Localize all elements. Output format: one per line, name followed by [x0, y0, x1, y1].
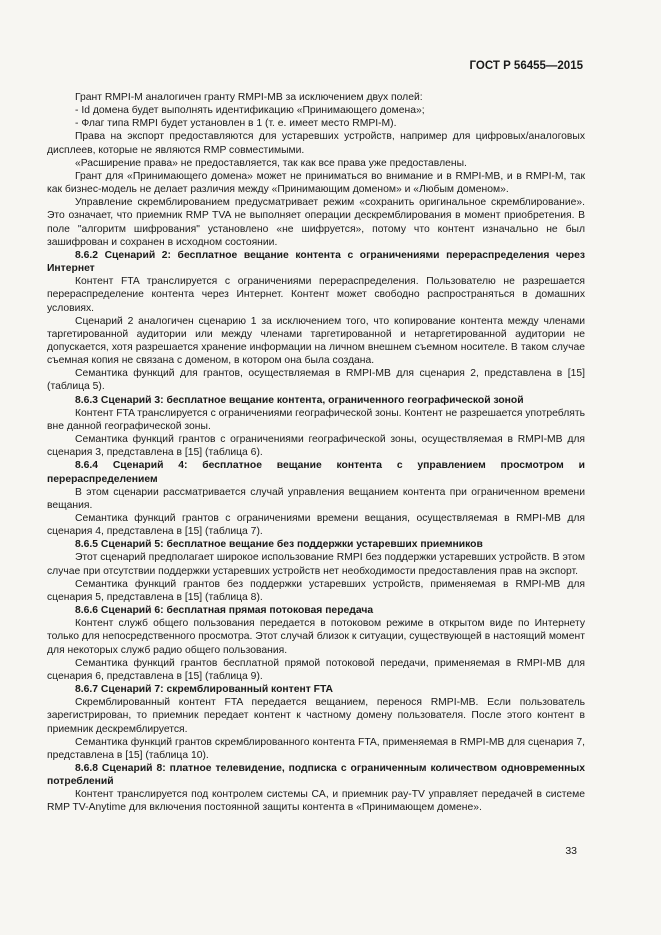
paragraph: Контент служб общего пользования передается в потоковом режиме в открытом виде по Интернету только для непосредственного просмотра. Этот случай близок к ситуации, существующей в настоящий момент для некоторых служб радио общего пользования.	[47, 618, 585, 656]
paragraph: Семантика функций грантов без поддержки устаревших устройств, применяемая в RMPI-MB для сценария 5, представлена в [15] (таблица 8).	[47, 578, 585, 603]
list-item: - Флаг типа RMPI будет установлен в 1 (т. е. имеет место RMPI-M).	[75, 118, 397, 130]
section-heading: 8.6.4 Сценарий 4: бесплатное вещание контента с управлением просмотром и перераспределением	[47, 460, 585, 485]
paragraph: Этот сценарий предполагает широкое использование RMPI без поддержки устаревших устройств. В этом случае при отсутствии поддержки устаревших устройств нет необходимости предоставления прав на экспорт.	[47, 552, 585, 577]
paragraph: Контент FTA транслируется с ограничениями перераспределения. Пользователю не разрешается перераспределение контента через Интернет. Контент может свободно распространяться в домашних условиях.	[47, 276, 585, 314]
paragraph: Семантика функций грантов с ограничениями географической зоны, осуществляемая в RMPI-MB для сценария 3, представлена в [15] (таблица 6).	[47, 434, 585, 459]
section-heading: 8.6.7 Сценарий 7: скремблированный контент FTA	[75, 684, 334, 696]
section-heading: 8.6.3 Сценарий 3: бесплатное вещание контента, ограниченного географической зоной	[75, 394, 524, 406]
paragraph: Семантика функций грантов скремблированного контента FTA, применяемая в RMPI-MB для сценария 7, представлена в [15] (таблица 10).	[47, 736, 585, 761]
document-header: ГОСТ Р 56455—2015	[469, 60, 583, 72]
paragraph: Контент FTA транслируется с ограничениями географической зоны. Контент не разрешается употреблять вне данной географической зоны.	[47, 407, 585, 432]
paragraph: «Расширение права» не предоставляется, так как все права уже предоставлены.	[75, 157, 467, 169]
paragraph: Семантика функций грантов бесплатной прямой потоковой передачи, применяемая в RMPI-MB для сценария 6, представлена в [15] (таблица 9).	[47, 657, 585, 682]
paragraph: Контент транслируется под контролем системы CA, и приемник pay-TV управляет передачей в системе RMP TV-Anytime для включения постоянной защиты контента в «Принимающем домене».	[47, 789, 585, 814]
paragraph: Права на экспорт предоставляются для устаревших устройств, например для цифровых/аналоговых дисплеев, которые не являются RMP совместимыми.	[47, 131, 585, 156]
paragraph: В этом сценарии рассматривается случай управления вещанием контента при ограниченном времени вещания.	[47, 486, 585, 511]
paragraph: Сценарий 2 аналогичен сценарию 1 за исключением того, что копирование контента между членами таргетированной аудитории или между членами таргетированной и нетаргетированной аудитории не допускается, хотя разрешается хранение информации на личном внешнем съемном носителе. В таком случае съемная копия не связана с доменом, в котором она была создана.	[47, 315, 585, 367]
document-body	[47, 91, 585, 815]
paragraph: Грант RMPI-M аналогичен гранту RMPI-MB за исключением двух полей:	[75, 92, 423, 103]
paragraph: Грант для «Принимающего домена» может не приниматься во внимание и в RMPI-MB, и в RMPI-M, так как бизнес-модель не делает различия между «Принимающим доменом» и «Любым доменом».	[47, 170, 585, 196]
paragraph: Управление скремблированием предусматривает режим «сохранить оригинальное скремблирование». Это означает, что приемник RMP TVA не выполняет операции дескремблирования в момент приобретения. В поле "алгоритм шифрования" установлено «не шифруется», потому что контент изначально не был зашифрован и сохранен в исходном состоянии.	[47, 197, 585, 248]
list-item: - Id домена будет выполнять идентификацию «Принимающего домена»;	[75, 105, 425, 117]
section-heading: 8.6.6 Сценарий 6: бесплатная прямая потоковая передача	[75, 605, 374, 617]
paragraph: Семантика функций для грантов, осуществляемая в RMPI-MB для сценария 2, представлена в [15] (таблица 5).	[47, 368, 585, 393]
section-heading: 8.6.2 Сценарий 2: бесплатное вещание контента с ограничениями перераспределения через Интернет	[47, 249, 585, 275]
paragraph: Семантика функций грантов с ограничениями времени вещания, осуществляемая в RMPI-MB для сценария 4, представлена в [15] (таблица 7).	[47, 513, 585, 538]
paragraph: Скремблированный контент FTA передается вещанием, перенося RMPI-MB. Если пользователь зарегистрирован, то приемник передает контент к частному домену пользователя. После этого контент в приемник дескремблируется.	[47, 697, 585, 735]
page-number: 33	[565, 845, 577, 857]
section-heading: 8.6.8 Сценарий 8: платное телевидение, подписка с ограниченным количеством одновременных потреблений	[47, 762, 585, 788]
section-heading: 8.6.5 Сценарий 5: бесплатное вещание без поддержки устаревших приемников	[75, 539, 483, 551]
